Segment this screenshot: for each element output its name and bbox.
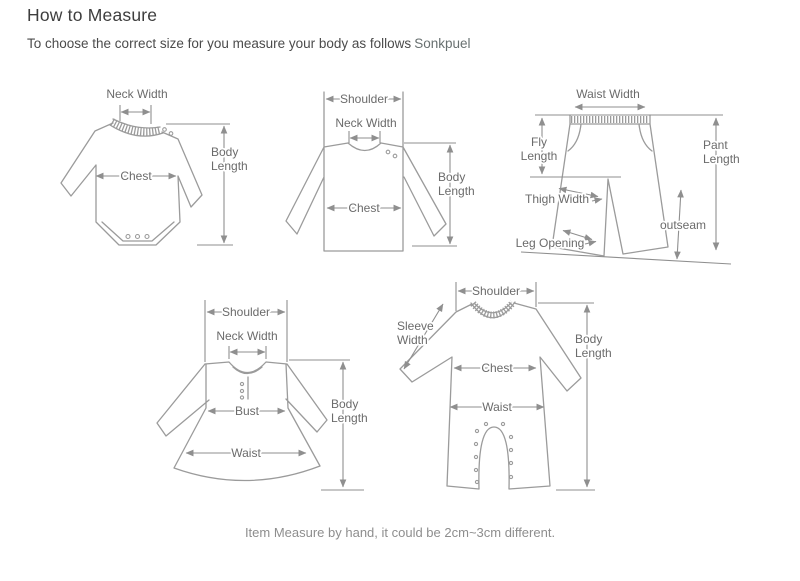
label-sleeve-width: Width bbox=[397, 333, 428, 347]
label-thigh-width: Thigh Width bbox=[524, 192, 590, 206]
label-waist: Waist bbox=[231, 446, 261, 460]
romper-inseam-snap bbox=[474, 442, 477, 445]
label-bust: Bust bbox=[234, 404, 260, 418]
body-length-extensions bbox=[289, 360, 364, 490]
bodysuit-crotch-snap bbox=[126, 235, 130, 239]
shirt-neck-snap bbox=[386, 150, 390, 154]
subtitle-text: To choose the correct size for you measure your body as follows bbox=[27, 36, 412, 51]
romper-inseam-snap bbox=[509, 461, 512, 464]
label-waist: Waist bbox=[482, 400, 512, 414]
brand-name: Sonkpuel bbox=[414, 36, 471, 51]
label-chest: Chest bbox=[348, 201, 380, 215]
romper-inseam-snap bbox=[509, 475, 512, 478]
label-shoulder: Shoulder bbox=[221, 305, 271, 319]
dress-diagram bbox=[157, 300, 368, 490]
romper-inseam-snap bbox=[474, 468, 477, 471]
label-length: Length bbox=[211, 159, 248, 173]
label-sleeve: Sleeve bbox=[397, 319, 434, 333]
shorts-diagram bbox=[516, 87, 740, 264]
page-title: How to Measure bbox=[27, 5, 158, 25]
leg-opening-pointer bbox=[585, 242, 596, 245]
dress-placket-button bbox=[240, 382, 243, 385]
label-waist-width: Waist Width bbox=[576, 87, 640, 101]
romper-inseam-snap bbox=[501, 422, 504, 425]
bodysuit-crotch-snap bbox=[145, 235, 149, 239]
romper-inseam-snap bbox=[475, 429, 478, 432]
label-body: Body bbox=[575, 332, 603, 346]
dress-placket-button bbox=[240, 389, 243, 392]
shirt-neck-snap bbox=[393, 154, 397, 158]
measure-disclaimer: Item Measure by hand, it could be 2cm~3cm different. bbox=[244, 525, 556, 540]
label-fly-length: Length bbox=[520, 149, 558, 163]
neck-width-ticks bbox=[120, 105, 151, 124]
bodysuit-diagram bbox=[61, 87, 248, 245]
romper-inseam-snap bbox=[475, 480, 478, 483]
shorts-outline bbox=[552, 115, 668, 256]
label-fly: Fly bbox=[531, 135, 547, 149]
romper-inseam-snap bbox=[484, 422, 487, 425]
dress-outline bbox=[157, 362, 327, 481]
label-length: Length bbox=[575, 346, 612, 360]
body-length-extensions bbox=[166, 124, 233, 245]
label-shoulder: Shoulder bbox=[471, 284, 521, 298]
label-pant: Pant bbox=[703, 138, 728, 152]
label-length: Length bbox=[331, 411, 368, 425]
label-outseam: outseam bbox=[659, 218, 707, 232]
bodysuit-outline bbox=[61, 123, 202, 245]
page-subtitle bbox=[27, 36, 470, 51]
label-chest: Chest bbox=[120, 169, 152, 183]
label-neck-width: Neck Width bbox=[335, 116, 397, 130]
label-length: Length bbox=[438, 184, 475, 198]
label-body: Body bbox=[438, 170, 466, 184]
neck-width-ticks bbox=[349, 131, 380, 143]
label-leg-opening: Leg Opening bbox=[515, 236, 585, 250]
label-pant-length: Length bbox=[703, 152, 740, 166]
label-neck-width: Neck Width bbox=[216, 329, 278, 343]
dress-placket-button bbox=[240, 396, 243, 399]
romper-inseam-snap bbox=[509, 435, 512, 438]
label-shoulder: Shoulder bbox=[339, 92, 389, 106]
label-body: Body bbox=[331, 397, 359, 411]
romper-inseam-snap bbox=[474, 455, 477, 458]
label-neck-width: Neck Width bbox=[106, 87, 168, 101]
shirt-diagram bbox=[286, 92, 475, 251]
romper-inseam-snap bbox=[509, 448, 512, 451]
romper-diagram bbox=[397, 282, 612, 490]
label-chest: Chest bbox=[481, 361, 513, 375]
label-body: Body bbox=[211, 145, 239, 159]
bodysuit-shoulder-snap bbox=[163, 128, 167, 132]
bodysuit-crotch-snap bbox=[136, 235, 140, 239]
page-header bbox=[27, 5, 470, 51]
thigh-width-pointer bbox=[592, 199, 602, 201]
bodysuit-shoulder-snap bbox=[169, 132, 173, 136]
